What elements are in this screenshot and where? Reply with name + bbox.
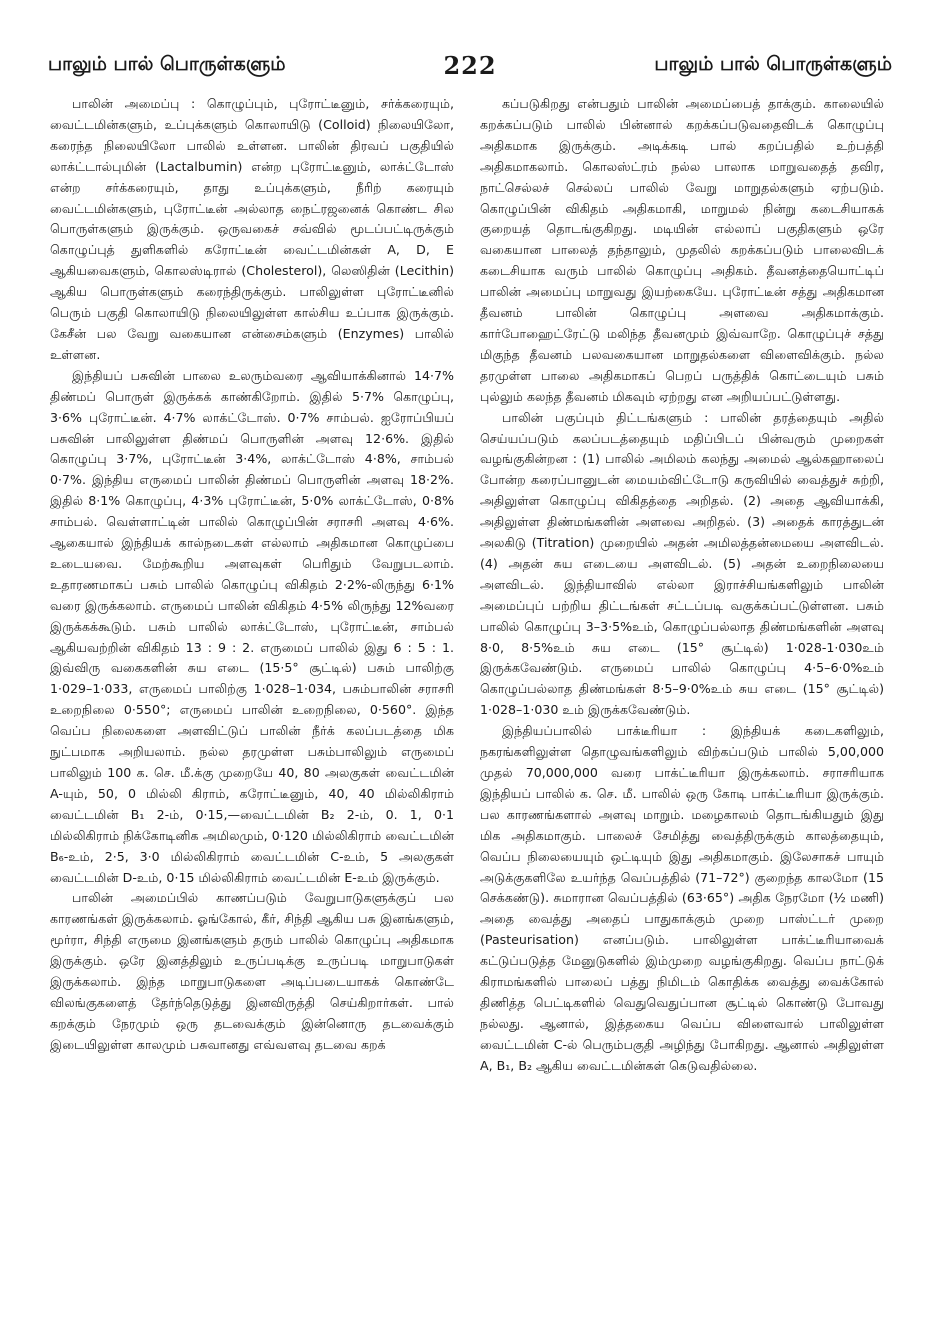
paragraph-solids-percentages: இந்தியப் பசுவின் பாலை உலரும்வரை ஆவியாக்கினால் 14·7% திண்மப் பொருள் இருக்கக் காண்கிறோம். இதில் 5·7% கொழுப்பு, 3·6% புரோட்டீன். 4·7% லாக்ட்டோஸ். 0·7% சாம்பல். ஐரோப்பியப் பசுவின் பாலிலுள்ள திண்மப் பொருளின் அளவு 12·6%. இதில் கொழுப்பு 3·7%, புரோட்டீன் 3·4%, லாக்ட்டோஸ் 4·8%, சாம்பல் 0·7%. இந்திய எருமைப் பாலின் திண்மப் பொருளின் அளவு 18·2%. இதில் 8·1% கொழுப்பு, 4·3% புரோட்டீன், 5·0% லாக்ட்டோஸ், 0·8% சாம்பல். வெள்ளாட்டின் பாலில் கொழுப்பின் சராசரி அளவு 4·6%. ஆகையால் இந்தியக் கால்நடைகள் எல்லாம் அதிகமான கொழுப்பை உடையவை. மேற்கூறிய அளவுகள் பெரிதும் வேறுபடலாம். உதாரணமாகப் பசும் பாலில் கொழுப்பு விகிதம் 2·2%-லிருந்து 6·1% வரை இருக்கலாம். எருமைப் பாலின் விகிதம் 4·5% லிருந்து 12%வரை இருக்கக்கூடும். பசும் பாலில் லாக்ட்டோஸ், புரோட்டீன், சாம்பல் ஆகியவற்றின் விகிதம் 13 : 9 : 2. எருமைப் பாலில் இது 6 : 5 : 1. இவ்விரு வகைகளின் சுய எடை (15·5° சூட்டில்) பசும் பாலிற்கு 1·029–1·033, எருமைப் பாலிற்கு 1·028–1·034, பசும்பாலின் சராசரி உறைநிலை 0·550°; எருமைப் பாலின் உறைநிலை, 0·560°. இந்த வெப்ப நிலைகளை அளவிட்டுப் பாலின் நீர்க் கலப்படத்தை மிக நுட்பமாக அறியலாம். நல்ல தரமுள்ள பசும்பாலிலும் எருமைப் பாலிலும் 100 க. செ. மீ.க்கு முறையே 40, 80 அலகுகள் வைட்டமின் A-யும், 50, 0 மில்லி கிராம், கரோட்டீனும், 40, 40 மில்லிகிராம் வைட்டமின் B₁ 2-ம், 0·15,—வைட்டமின் B₂ 2-ம், 0. 1, 0·1 மில்லிகிராம் நிக்கோடினிக அமிலமும், 0·120 மில்லிகிராம் வைட்டமின் B₆-உம், 2·5, 3·0 மில்லிகிராம் வைட்டமின் C-உம், 5 அலகுகள் வைட்டமின் D-உம், 0·15 மில்லிகிராம் வைட்டமின் E-உம் இருக்கும்.: [50, 367, 454, 885]
right-column: [480, 94, 884, 1077]
running-title-right: பாலும் பால் பொருள்களும்: [654, 52, 892, 75]
paragraph-milking-factors: கப்படுகிறது என்பதும் பாலின் அமைப்பைத் தாக்கும். காலையில் கறக்கப்படும் பாலில் பின்னால் கறக்கப்படுவதைவிடக் கொழுப்பு அதிகமாக இருக்கும். அடிக்கடி பால் கறப்பதில் உற்பத்தி அதிகமாகலாம். கொலஸ்ட்ரம் நல்ல பாலாக மாறுவதைத் தவிர, நாட்செல்லச் செல்லப் பாலில் வேறு மாறுதல்களும் ஏற்படும். கொழுப்பின் விகிதம் அதிகமாகி, மாறுமல் நின்று கடைசியாகக் குறையத் தொடங்குகிறது. மடியின் எல்லாப் பகுதிகளும் ஒரே வகையான பாலைத் தந்தாலும், முதலில் கறக்கப்படும் பாலைவிடக் கடைசியாக வரும் பாலில் கொழுப்பு அதிகம். தீவனத்தையொட்டிப் பாலின் அமைப்பு மாறுவது இயற்கையே. புரோட்டீன் சத்து அதிகமான தீவனம் பாலின் கொழுப்பு அளவை அதிகமாக்கும். கார்போஹைட்ரேட்டு மலிந்த தீவனமும் இவ்வாறே. கொழுப்புச் சத்து மிகுந்த தீவனம் பலவகையான மாறுதல்களை விளைவிக்கும். நல்ல தரமுள்ள பாலை அதிகமாகப் பெறப் பருத்திக் கொட்டையும் பசும் புல்லும் கலந்த தீவனம் மிகவும் ஏற்றது என அறியப்பட்டுள்ளது.: [480, 96, 884, 404]
paragraph-composition-variation: பாலின் அமைப்பில் காணப்படும் வேறுபாடுகளுக்குப் பல காரணங்கள் இருக்கலாம். ஓங்கோல், கீர், சிந்தி ஆகிய பசு இனங்களும், மூர்ரா, சிந்தி எருமை இனங்களும் தரும் பாலில் கொழுப்பு அதிகமாக இருக்கும். ஒரே இனத்திலும் உருப்படிக்கு உருப்படி மாறுபாடுகள் இருக்கலாம். இந்த மாறுபாடுகளை அடிப்படையாகக் கொண்டே விலங்குகளைத் தேர்ந்தெடுத்து இனவிருத்தி செய்கிறார்கள். பால் கறக்கும் நேரமும் ஒரு தடவைக்கும் இன்னொரு தடவைக்கும் இடையிலுள்ள காலமும் பசுவானது எவ்வளவு தடவை கறக்: [50, 890, 454, 1052]
paragraph-bacteria-in-milk: இந்தியப்பாலில் பாக்டீரியா : இந்தியக் கடைகளிலும், நகரங்களிலுள்ள தொழுவங்களிலும் விற்கப்படும் பாலில் 5,00,000 முதல் 70,000,000 வரை பாக்ட்டீரியா இருக்கலாம். சராசரியாக இந்தியப் பாலில் க. செ. மீ. பாலில் ஒரு கோடி பாக்ட்டீரியா இருக்கும். பல காரணங்களால் அளவு மாறும். மழைகாலம் தொடங்கியதும் இது மிக அதிகமாகும். பாலைச் சேமித்து வைத்திருக்கும் காலத்தையும், வெப்ப நிலையையும் ஒட்டியும் இது அதிகமாகும். இலேசாகச் பாயும் அடுக்குகளிலே உயர்ந்த வெப்பத்தில் (71–72°) குறைந்த காலமோ (15 செக்கண்டு). சுமாரான வெப்பத்தில் (63·65°) அதிக நேரமோ (½ மணி) அதை வைத்து அதைப் பாதுகாக்கும் முறை பாஸ்ட்டர் முறை (Pasteurisation) எனப்படும். பாலிலுள்ள பாக்ட்டீரியாவைக் கட்டுப்படுத்த மேனுடுகளில் இம்முறை வழங்குகிறது. வெப்ப நாட்டுக் கிராமங்களில் பாலைப் பத்து நிமிடம் கொதிக்க வைத்து வைக்கோல் திணித்த பெட்டிகளில் வெதுவெதுப்பான சூட்டில் கொண்டு போவது நல்லது. ஆனால், இத்தகைய வெப்ப விளைவால் பாலிலுள்ள வைட்டமின் C-ல் பெரும்பகுதி அழிந்து போகிறது. ஆனால் அதிலுள்ள A, B₁, B₂ ஆகிய வைட்டமின்கள் கெடுவதில்லை.: [480, 723, 884, 1073]
running-title-left: பாலும் பால் பொருள்களும்: [48, 52, 286, 75]
paragraph-milk-analysis-standards: பாலின் பகுப்பும் திட்டங்களும் : பாலின் தரத்தையும் அதில் செய்யப்படும் கலப்படத்தையும் மதிப்பிடப் பின்வரும் முறைகள் வழங்குகின்றன : (1) பாலில் அமிலம் கலந்து அமைல் ஆல்கஹாலைப் போன்ற கரைப்பானுடன் மையம்விட்டோடு கருவியில் வைத்துச் சுற்றி, அதிலுள்ள கொழுப்பு விகிதத்தை அறிதல். (2) அதை ஆவியாக்கி, அதிலுள்ள திண்மங்களின் அளவை அறிதல். (3) அதைக் காரத்துடன் அலகிடு (Titration) முறையில் அதன் அமிலத்தன்மையை அளவிடல். (4) அதன் சுய எடையை அளவிடல். (5) அதன் உறைநிலையை அளவிடல். இந்தியாவில் எல்லா இராச்சியங்களிலும் பாலின் அமைப்புப் பற்றிய திட்டங்கள் சட்டப்படி வகுக்கப்பட்டுள்ளன. பசும் பாலில் கொழுப்பு 3–3·5%உம், கொழுப்பல்லாத திண்மங்களின் அளவு 8·0, 8·5%உம் சுய எடை (15° சூட்டில்) 1·028-1·030உம் இருக்கவேண்டும். எருமைப் பாலில் கொழுப்பு 4·5–6·0%உம் கொழுப்பல்லாத திண்மங்கள் 8·5–9·0%உம் சுய எடை (15° சூட்டில்) 1·028–1·030 உம் இருக்கவேண்டும்.: [480, 409, 884, 718]
page-header: [48, 48, 892, 82]
page-number: 222: [443, 50, 497, 80]
left-column: [50, 94, 454, 1056]
paragraph-milk-composition: பாலின் அமைப்பு : கொழுப்பும், புரோட்டீனும், சர்க்கரையும், வைட்டமின்களும், உப்புக்களும் கொலாயிடு (Colloid) நிலையிலோ, கரைந்த நிலையிலோ பாலில் உள்ளன. பாலின் திரவப் பகுதியில் லாக்ட்டால்புமின் (Lactalbumin) என்ற புரோட்டீனும், லாக்ட்டோஸ் என்ற சர்க்கரையும், தாது உப்புக்களும், நீரிற் கரையும் வைட்டமின்களும், புரோட்டீன் அல்லாத நைட்ரஜனைக் கொண்ட சில பொருள்களும் இருக்கும். ஒருவகைச் சவ்வில் மூடப்பட்டிருக்கும் கொழுப்புத் துளிகளில் கரோட்டீன் வைட்டமின்கள் A, D, E ஆகியவைகளும், கொலஸ்டிரால் (Cholesterol), லெஸிதின் (Lecithin) ஆகிய பொருள்களும் கரைந்திருக்கும். பாலிலுள்ள புரோட்டீனில் பெரும் பகுதி கொலாயிடு நிலையிலுள்ள கால்சிய உப்பாக இருக்கும். கேசீன் பல வேறு வகையான என்சைம்களும் (Enzymes) பாலில் உள்ளன.: [50, 96, 454, 362]
